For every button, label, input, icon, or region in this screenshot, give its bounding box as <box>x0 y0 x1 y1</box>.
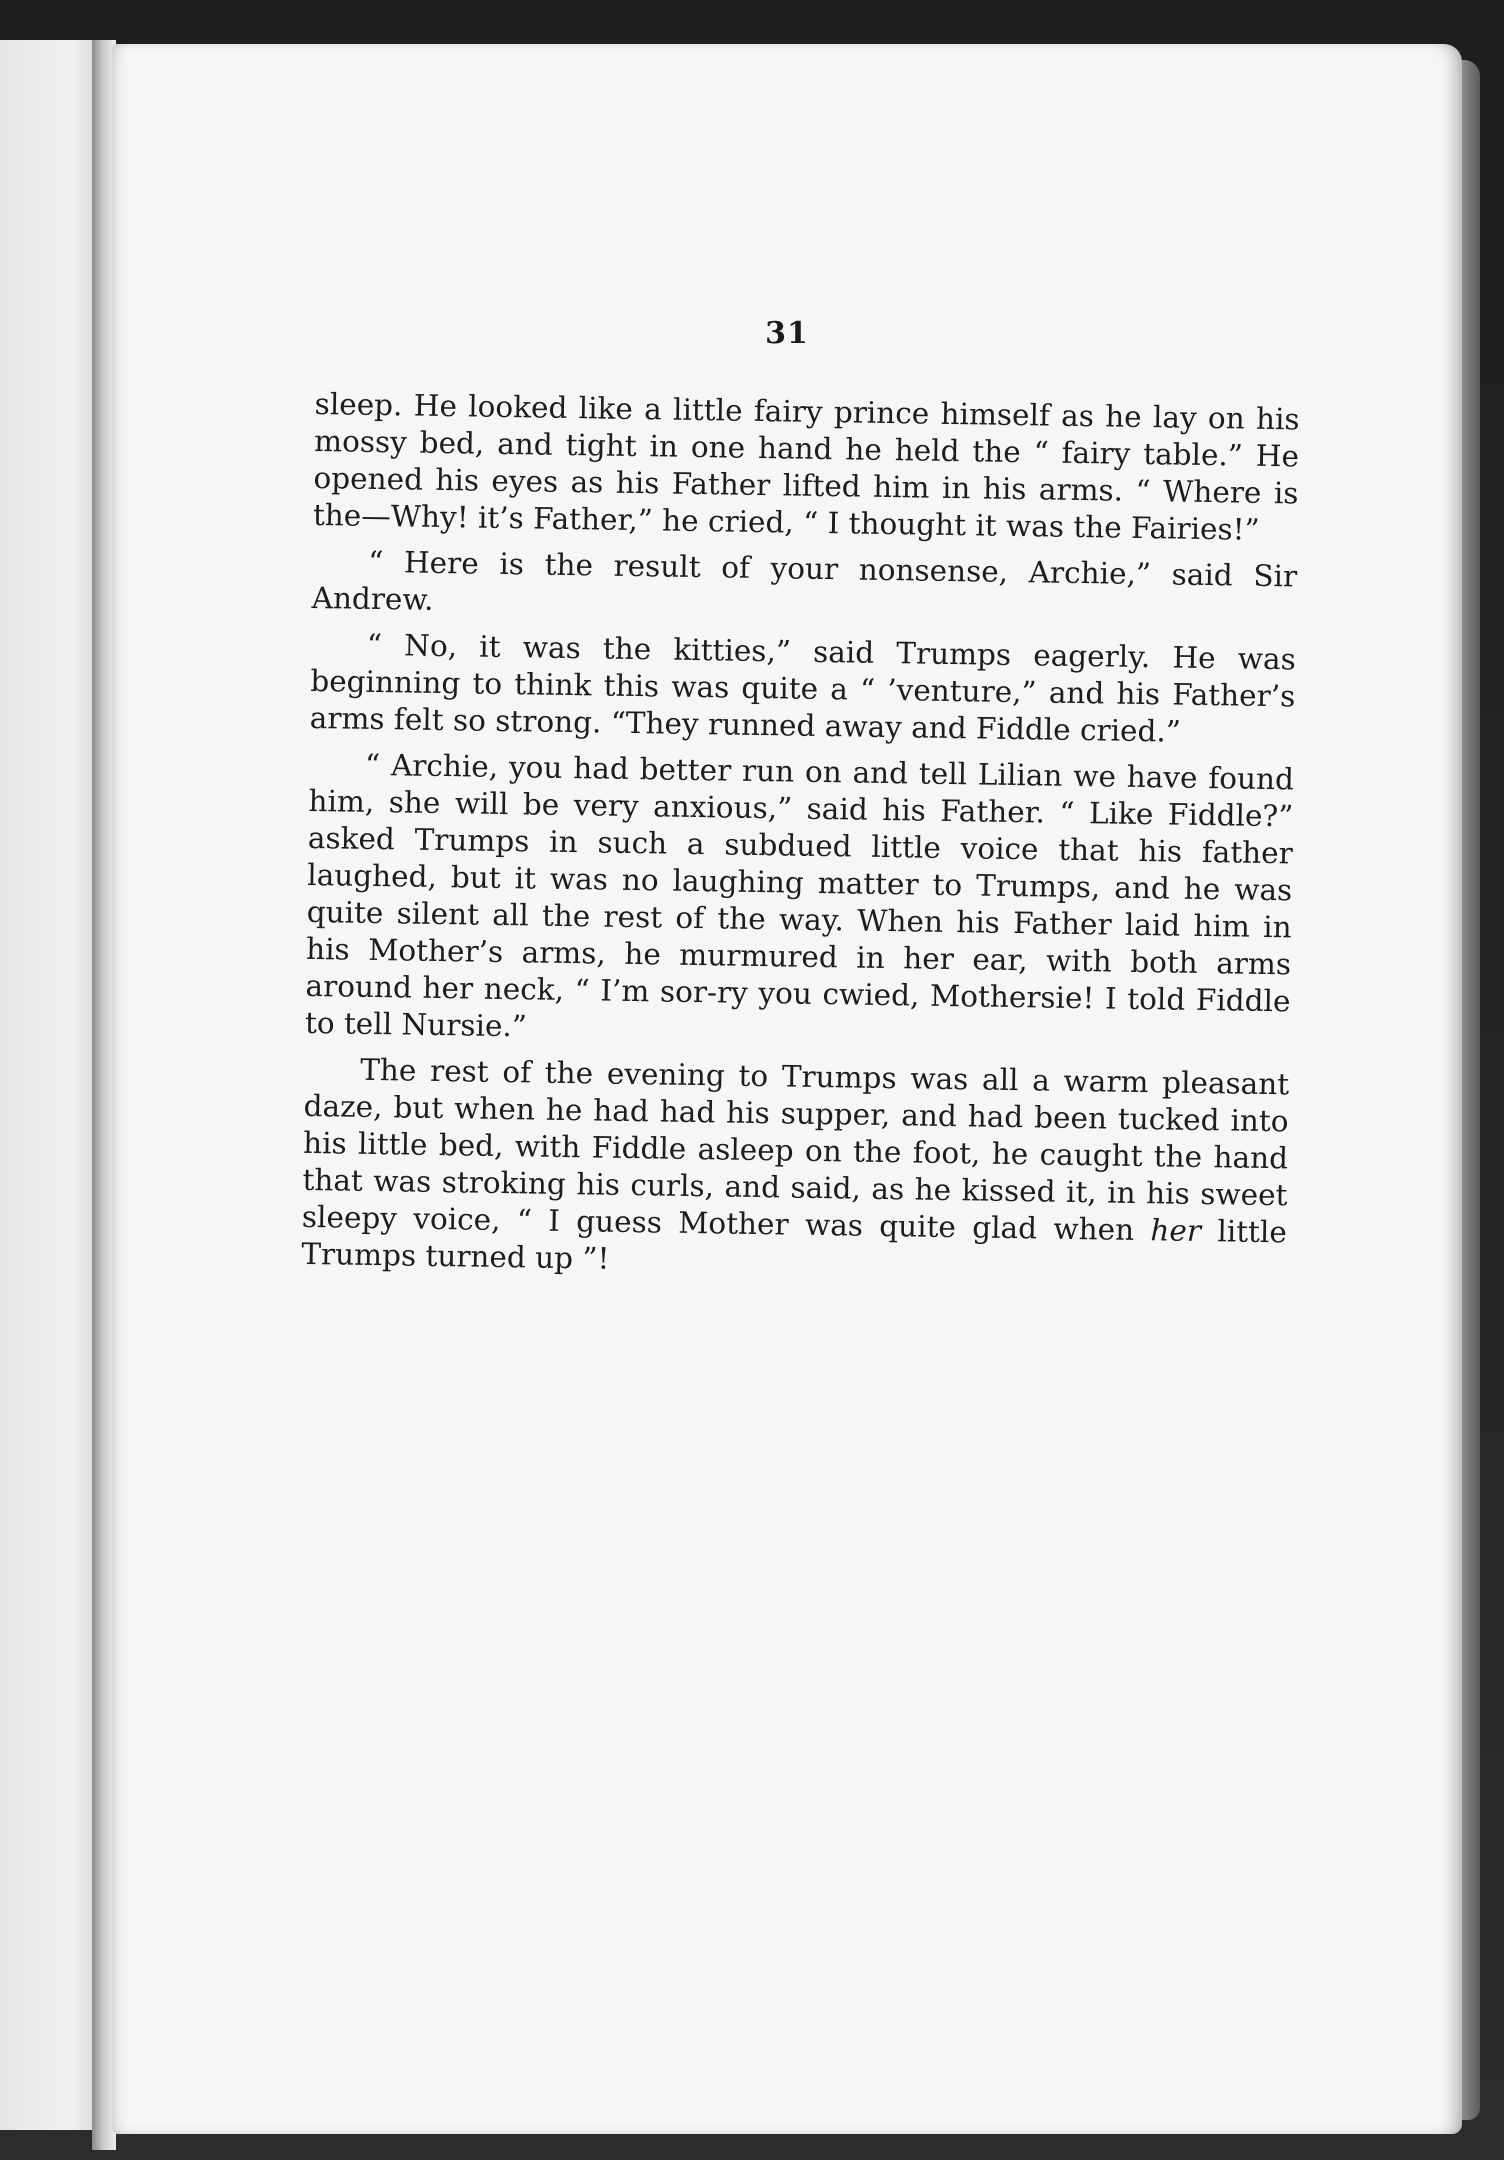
paragraph-3: “ No, it was the kitties,” said Trumps eagerly. He was beginning to think this was quite a “ ’venture,” and his Father’s arms felt so strong. “They runned away and Fiddle cried.” <box>309 627 1297 749</box>
page-number: 31 <box>765 316 809 351</box>
body-text <box>301 386 1300 1297</box>
book-page <box>112 44 1462 2134</box>
paragraph-2: “ Here is the result of your nonsense, Archie,” said Sir Andrew. <box>311 544 1298 617</box>
paragraph-4: “ Archie, you had better run on and tell Lilian we have found him, she will be very anxious,” said his Father. “ Like Fiddle?” asked Trumps in such a subdued little voice that his father laughed, but it was no laughing matter to Trumps, and he was quite silent all the rest of the way. When his Father laid him in his Mother’s arms, he murmured in her ear, with both arms around her neck, “ I’m sor-ry you cwied, Mothersie! I told Fiddle to tell Nursie.” <box>304 747 1295 1044</box>
paragraph-5-emphasis: her <box>1150 1213 1202 1249</box>
paragraph-5 <box>301 1051 1289 1288</box>
paragraph-5-text: The rest of the evening to Trumps was all a warm pleasant daze, but when he had had his supper, and had been tucked into his little bed, with Fiddle asleep on the foot, he caught the hand that was stroking his curls, and said, as he kissed it, in his sweet sleepy voice, “ I guess Mother was quite glad when <box>301 1052 1290 1248</box>
paragraph-1: sleep. He looked like a little fairy prince himself as he lay on his mossy bed, and tight in one hand he held the “ fairy table.” He opened his eyes as his Father lifted him in his arms. “ Where is the—Why! it’s Father,” he cried, “ I thought it was the Fairies!” <box>312 386 1300 547</box>
paragraph-5-end: little Trumps turned up ”! <box>301 1214 1288 1276</box>
previous-page-edge <box>0 40 103 2130</box>
